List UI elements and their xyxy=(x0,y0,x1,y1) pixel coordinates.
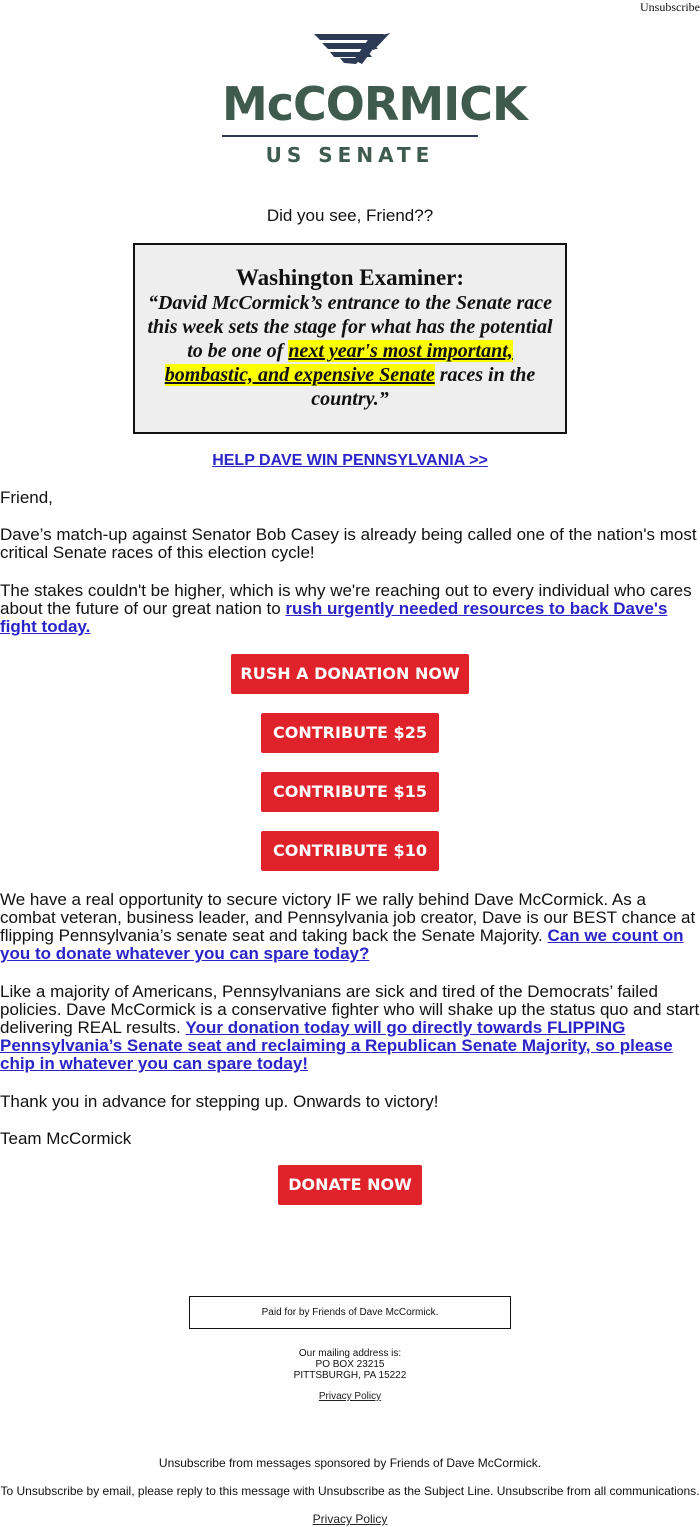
quote-text-after: races in the country.” xyxy=(311,364,536,410)
intro-text: Did you see, Friend?? xyxy=(266,206,434,225)
count-on-you-link[interactable]: Can we count on you to donate whatever you can spare today? xyxy=(0,926,684,963)
greeting: Friend, xyxy=(0,488,53,507)
contribute-10-button[interactable]: CONTRIBUTE $10 xyxy=(261,831,439,871)
unsubscribe-email-note: To Unsubscribe by email, please reply to this message with Unsubscribe as the Subject Line. Unsubscribe from all communications. xyxy=(0,1484,700,1498)
quote-box xyxy=(133,243,567,434)
help-dave-link[interactable]: HELP DAVE WIN PENNSYLVANIA >> xyxy=(212,452,488,469)
donation-directly-link[interactable]: Your donation today will go directly towards FLIPPING Pennsylvania’s Senate seat and reclaiming a Republican Senate Majority, so please chip in whatever you can spare today! xyxy=(0,1018,673,1073)
signoff: Team McCormick xyxy=(0,1129,132,1148)
contribute-15-button[interactable]: CONTRIBUTE $15 xyxy=(261,772,439,812)
quote-text xyxy=(135,291,565,411)
quote-highlight: next year's most important, bombastic, and expensive Senate xyxy=(164,340,513,386)
rush-resources-link[interactable]: rush urgently needed resources to back Dave's fight today. xyxy=(0,599,668,636)
address-line-2: PITTSBURGH, PA 15222 xyxy=(293,1370,407,1381)
mailing-label: Our mailing address is: xyxy=(298,1348,402,1359)
rush-donation-button[interactable]: RUSH A DONATION NOW xyxy=(231,654,469,694)
paid-for-text: Paid for by Friends of Dave McCormick. xyxy=(261,1307,439,1318)
paragraph-opportunity-text: We have a real opportunity to secure victory IF we rally behind Dave McCormick. As a combat veteran, business leader, and Pennsylvania job creator, Dave is our BEST chance at flipping Pennsylvania’s senate seat and taking back the Senate Majority. xyxy=(0,890,696,945)
paragraph-majority-text: Like a majority of Americans, Pennsylvanians are sick and tired of the Democrats’ failed policies. Dave McCormick is a conservative fighter who will shake up the status quo and start delivering REAL results. xyxy=(0,982,700,1037)
paragraph-opportunity xyxy=(0,891,700,963)
logo-wordmark: McCORMICK xyxy=(222,77,527,131)
donate-now-button[interactable]: DONATE NOW xyxy=(278,1165,422,1205)
quote-source: Washington Examiner: xyxy=(235,265,465,290)
paragraph-stakes-text: The stakes couldn't be higher, which is why we're reaching out to every individual who cares about the future of our great nation to xyxy=(0,581,692,618)
privacy-policy-link[interactable]: Privacy Policy xyxy=(318,1391,382,1402)
paid-for-box xyxy=(189,1296,511,1329)
paragraph-stakes xyxy=(0,582,700,636)
quote-text-before: “David McCormick’s entrance to the Senate race this week sets the stage for what has the potential to be one of xyxy=(147,292,553,362)
privacy-policy-link-2[interactable]: Privacy Policy xyxy=(312,1512,388,1526)
unsubscribe-link[interactable]: Unsubscribe xyxy=(640,0,700,14)
logo-divider xyxy=(222,135,478,137)
eagle-icon xyxy=(222,30,478,74)
contribute-25-button[interactable]: CONTRIBUTE $25 xyxy=(261,713,439,753)
paragraph-thanks: Thank you in advance for stepping up. Onwards to victory! xyxy=(0,1092,439,1111)
mailing-address xyxy=(0,1348,700,1381)
unsubscribe-sponsored: Unsubscribe from messages sponsored by Friends of Dave McCormick. xyxy=(158,1456,542,1470)
logo-subtitle: US SENATE xyxy=(265,143,435,167)
paragraph-majority xyxy=(0,983,700,1073)
paragraph-matchup: Dave’s match-up against Senator Bob Casey is already being called one of the nation's most critical Senate races of this election cycle! xyxy=(0,525,697,562)
address-line-1: PO BOX 23215 xyxy=(315,1359,385,1370)
